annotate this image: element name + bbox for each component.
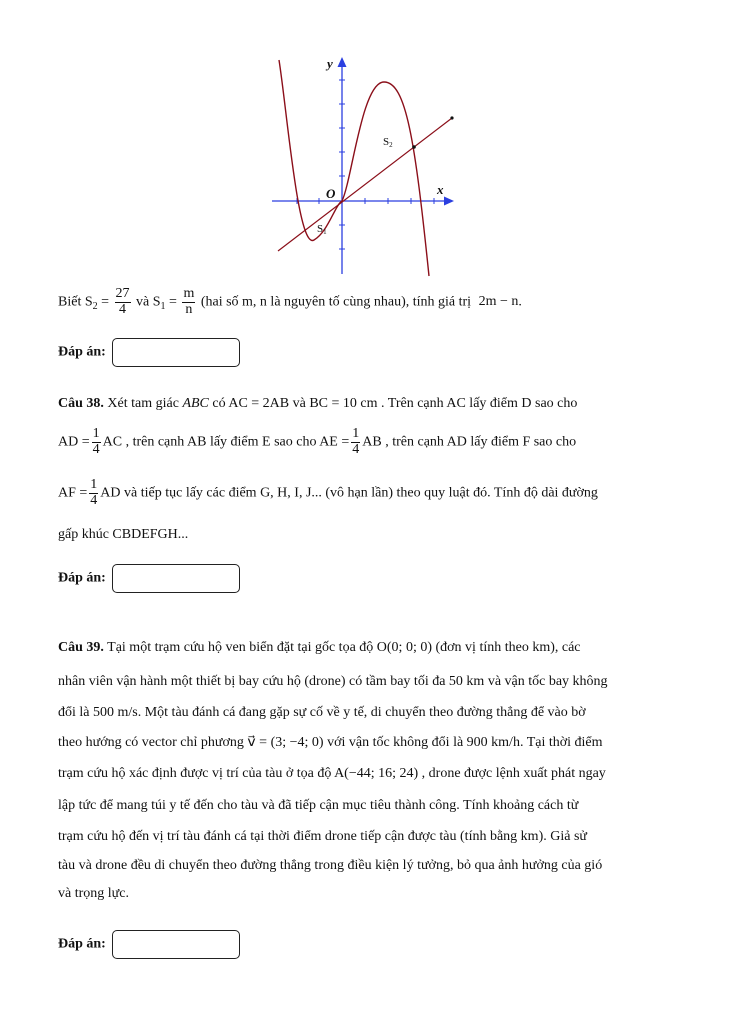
- q39-line4: theo hướng có vector chỉ phương v⃗ = (3; −4; 0) với vận tốc không đổi là 900 km/h. Tại thời điểm: [58, 735, 603, 750]
- question-38-label: Câu 38.: [58, 396, 104, 411]
- q39-line5: trạm cứu hộ xác định được vị trí của tàu ở tọa độ A(−44; 16; 24) , drone được lệnh xuất phát ngay: [58, 766, 606, 781]
- q39-line7: trạm cứu hộ đến vị trí tàu đánh cá tại thời điểm drone tiếp cận được tàu (tính bằng km). Giả sử: [58, 829, 587, 844]
- intersection-point: [412, 145, 416, 149]
- answer-row-37: [58, 338, 240, 367]
- s2-fraction: $\frac{27}{4}$: [115, 286, 130, 317]
- answer-box-38[interactable]: [112, 564, 240, 593]
- q39-line2: nhân viên vận hành một thiết bị bay cứu hộ (drone) có tầm bay tối đa 50 km và vận tốc bay không: [58, 674, 608, 689]
- q39-line9: và trọng lực.: [58, 886, 129, 901]
- x-axis-arrow: [444, 197, 454, 206]
- answer-box-37[interactable]: [112, 338, 240, 367]
- answer-label: Đáp án:: [58, 936, 106, 952]
- y-axis-arrow: [338, 57, 347, 67]
- answer-box-39[interactable]: [112, 930, 240, 959]
- answer-row-39: [58, 930, 240, 959]
- q38-line3: AF = $\frac{1}{4}$ AD và tiếp tục lấy các điểm G, H, I, J... (vô hạn lần) theo quy luật đó. Tính độ dài đường: [58, 477, 598, 508]
- q39-line6: lập tức để mang túi y tế đến cho tàu và đã tiếp cận mục tiêu thành công. Tính khoảng cách từ: [58, 798, 579, 813]
- region-label-s2: S2: [383, 136, 393, 149]
- q38-line2: AD = $\frac{1}{4}$ AC , trên cạnh AB lấy điểm E sao cho AE = $\frac{1}{4}$ AB , trên cạnh AD lấy điểm F sao cho: [58, 426, 577, 457]
- intro-sentence: Biết $S_2$ = $\frac{27}{4}$ và $S_1$ = $\frac{m}{n}$ (hai số m, n là nguyên tố cùng nhau), tính giá trị 2m − n.: [58, 286, 522, 317]
- answer-row-38: [58, 564, 240, 593]
- x-axis-label: x: [437, 182, 444, 197]
- q39-line8: tàu và drone đều di chuyển theo đường thẳng trong điều kiện lý tưởng, bỏ qua ảnh hưởng của gió: [58, 858, 603, 873]
- origin-label: O: [326, 186, 336, 201]
- s1-fraction: $\frac{m}{n}$: [183, 286, 195, 317]
- answer-label: Đáp án:: [58, 570, 106, 586]
- q38-line4: gấp khúc CBDEFGH...: [58, 527, 189, 542]
- q39-line1: Câu 39. Tại một trạm cứu hộ ven biển đặt tại gốc tọa độ O(0; 0; 0) (đơn vị tính theo km), các: [58, 640, 581, 655]
- region-label-s1: S1: [317, 223, 327, 236]
- function-graph: [268, 52, 468, 280]
- question-39-label: Câu 39.: [58, 640, 104, 655]
- line-endpoint: [450, 116, 453, 119]
- answer-label: Đáp án:: [58, 344, 106, 360]
- cubic-curve: [279, 60, 429, 276]
- q38-line1: Câu 38. Xét tam giác ABC có AC = 2AB và BC = 10 cm . Trên cạnh AC lấy điểm D sao cho: [58, 396, 578, 411]
- straight-line: [278, 118, 452, 251]
- q39-line3: đổi là 500 m/s. Một tàu đánh cá đang gặp sự cố về y tế, di chuyển theo đường thẳng để vào bờ: [58, 705, 586, 720]
- y-axis-label: y: [327, 56, 333, 71]
